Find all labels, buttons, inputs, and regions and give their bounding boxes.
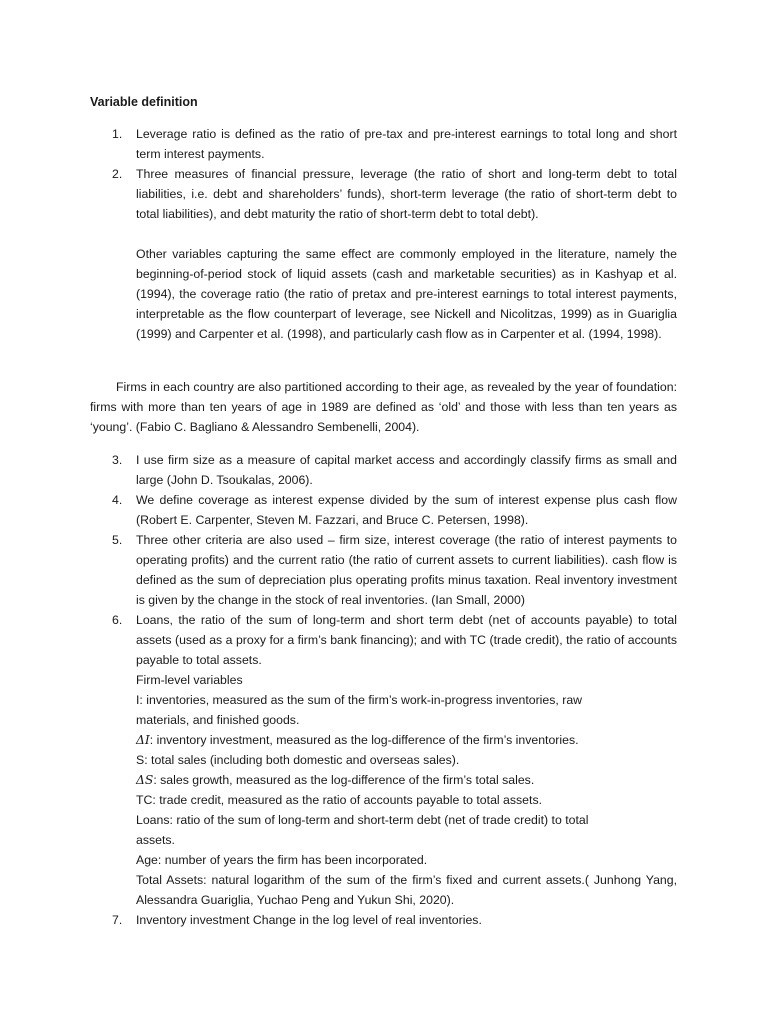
list-item-4 xyxy=(0,490,677,530)
list-number: 7. xyxy=(112,913,123,927)
list-item-7 xyxy=(0,910,677,930)
list-number: 6. xyxy=(112,613,123,627)
list-item-text: We define coverage as interest expense divided by the sum of interest expense plus cash flow (Robert E. Carpenter, Steven M. Fazzari, and Bruce C. Petersen, 1998). xyxy=(136,493,677,527)
list-item-2-continuation xyxy=(0,244,677,344)
delta-i-text: : inventory investment, measured as the log-difference of the firm’s inventories. xyxy=(149,733,579,747)
var-total-assets: Total Assets: natural logarithm of the sum of the firm’s fixed and current assets.( Junhong Yang, Alessandra Guariglia, Yuchao Peng and Yukun Shi, 2020). xyxy=(136,873,677,907)
list-item-1 xyxy=(0,124,677,164)
var-age: Age: number of years the firm has been incorporated. xyxy=(136,853,428,867)
var-loans-line1: Loans: ratio of the sum of long-term and short-term debt (net of trade credit) to total xyxy=(136,813,589,827)
continuation-text: Other variables capturing the same effect are commonly employed in the literature, namely the beginning-of-period stock of liquid assets (cash and marketable securities) as in Kashyap et al. (1994), the coverage ratio (the ratio of pretax and pre-interest earnings to total interest payments, interpretable as the flow counterpart of leverage, see Nickell and Nicolitzas, 1999) as in Guariglia (1999) and Carpenter et al. (1998), and particularly cash flow as in Carpenter et al. (1994, 1998). xyxy=(136,247,677,341)
list-number: 3. xyxy=(112,453,123,467)
list-item-text: Three measures of financial pressure, leverage (the ratio of short and long-term debt to total liabilities, i.e. debt and shareholders’ funds), short-term leverage (the ratio of short-term debt to total liabilities), and debt maturity the ratio of short-term debt to total debt). xyxy=(136,167,677,221)
body-paragraph: Firms in each country are also partitioned according to their age, as revealed by the year of foundation: firms with more than ten years of age in 1989 are defined as ‘old’ and those with less than ten years as ‘young’. (Fabio C. Bagliano & Alessandro Sembenelli, 2004). xyxy=(90,380,677,434)
list-number: 4. xyxy=(112,493,123,507)
delta-s-text: : sales growth, measured as the log-difference of the firm’s total sales. xyxy=(153,773,535,787)
delta-i-symbol: ΔI xyxy=(136,733,150,747)
list-item-text: Loans, the ratio of the sum of long-term and short term debt (net of accounts payable) to total assets (used as a proxy for a firm’s bank financing); and with TC (trade credit), the ratio of accounts payable to total assets. xyxy=(136,613,677,667)
section-heading: Variable definition xyxy=(90,95,198,109)
numbered-list-bottom xyxy=(0,450,768,930)
list-item-5 xyxy=(0,530,677,610)
list-item-6 xyxy=(0,610,677,910)
delta-s-symbol: ΔS xyxy=(136,773,154,787)
numbered-list-top xyxy=(0,124,768,344)
list-item-2 xyxy=(0,164,677,224)
list-item-text: Three other criteria are also used – firm size, interest coverage (the ratio of interest payments to operating profits) and the current ratio (the ratio of current assets to current liabilities). cash flow is defined as the sum of depreciation plus operating profits minus taxation. Real inventory investment is given by the change in the stock of real inventories. (Ian Small, 2000) xyxy=(136,533,677,607)
firm-level-variables xyxy=(136,670,677,910)
list-number: 5. xyxy=(112,533,123,547)
list-number: 2. xyxy=(112,167,123,181)
var-loans-line2: assets. xyxy=(136,833,175,847)
list-item-text: I use firm size as a measure of capital market access and accordingly classify firms as small and large (John D. Tsoukalas, 2006). xyxy=(136,453,677,487)
list-item-3 xyxy=(0,450,677,490)
var-sales-growth xyxy=(136,770,677,790)
list-item-text: Leverage ratio is defined as the ratio of pre-tax and pre-interest earnings to total long and short term interest payments. xyxy=(136,127,677,161)
firm-level-title: Firm-level variables xyxy=(136,673,243,687)
list-number: 1. xyxy=(112,127,123,141)
list-item-text: Inventory investment Change in the log level of real inventories. xyxy=(136,913,482,927)
var-inventory-investment xyxy=(136,730,677,750)
var-trade-credit: TC: trade credit, measured as the ratio of accounts payable to total assets. xyxy=(136,793,543,807)
var-inventories-line2: materials, and finished goods. xyxy=(136,713,300,727)
var-sales: S: total sales (including both domestic and overseas sales). xyxy=(136,753,460,767)
var-inventories-line1: I: inventories, measured as the sum of the firm’s work-in-progress inventories, raw xyxy=(136,693,583,707)
